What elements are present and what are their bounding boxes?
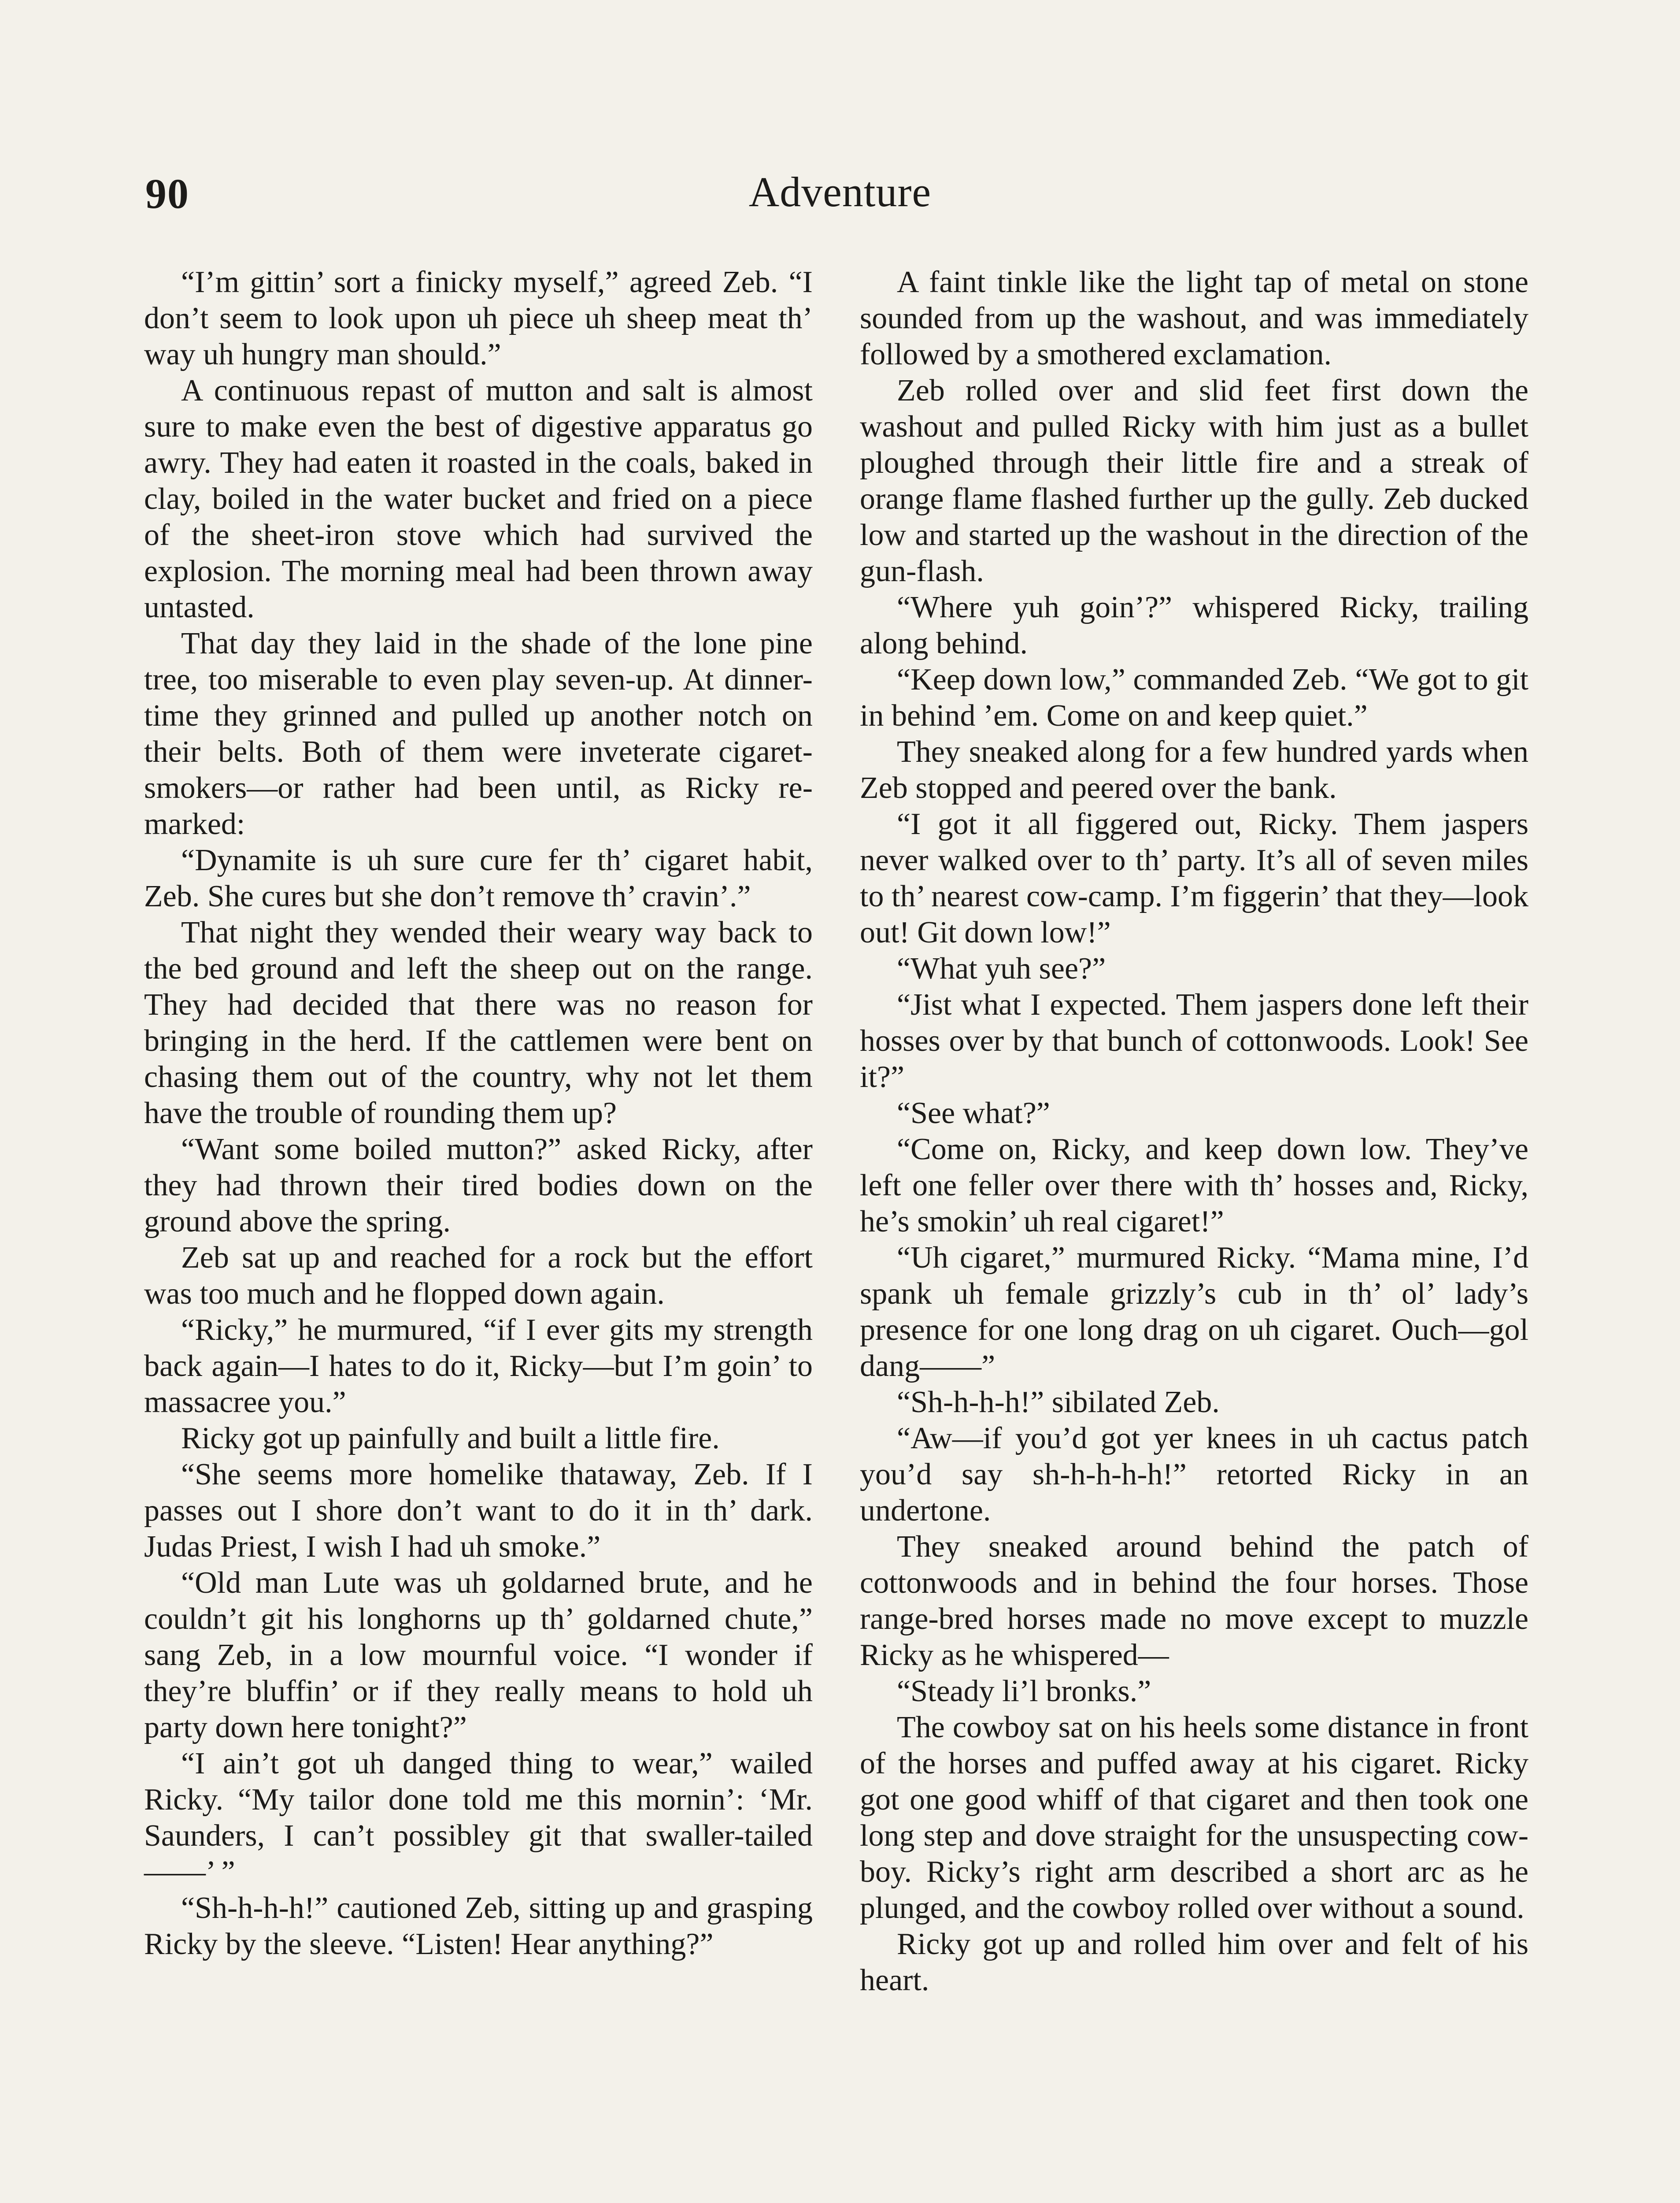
paragraph: “She seems more homelike thataway, Zeb. If I passes out I shore don’t want to do it in th’ dark. Judas Priest, I wish I had uh smoke.” — [144, 1458, 813, 1564]
right-column — [860, 264, 1528, 1999]
paragraph: “Steady li’l bronks.” — [897, 1674, 1151, 1708]
paragraph: “Want some boiled mutton?” asked Ricky, after they had thrown their tired bodies down on the ground above the spring. — [144, 1132, 813, 1239]
left-column — [144, 264, 813, 1962]
paragraph: “Jist what I expected. Them jaspers done left their hosses over by that bunch of cottonwoods. Look! See it?” — [860, 988, 1528, 1094]
paragraph: “Uh cigaret,” murmured Ricky. “Mama mine, I’d spank uh female grizzly’s cub in th’ ol’ lady’s presence for one long drag on uh cigaret. Ouch—gol dang——” — [860, 1241, 1528, 1383]
paragraph: The cowboy sat on his heels some distance in front of the horses and puffed away at his cigaret. Ricky got one good whiff of that cigaret and then took one long step and dove straight for the unsuspecting cowboy. Ricky’s right arm described a short arc as he plunged, and the cowboy rolled over without a sound. — [860, 1710, 1528, 1925]
page-number: 90 — [145, 170, 189, 217]
paragraph: “Aw—if you’d got yer knees in uh cactus patch you’d say sh-h-h-h-h!” retorted Ricky in an undertone. — [860, 1421, 1528, 1528]
paragraph: That night they wended their weary way back to the bed ground and left the sheep out on the range. They had decided that there was no reason for bringing in the herd. If the cattlemen were bent on chasing them out of the country, why not let them have the trouble of rounding them up? — [144, 916, 813, 1130]
paragraph: “I ain’t got uh danged thing to wear,” wailed Ricky. “My tailor done told me this mornin’: ‘Mr. Saunders, I can’t possibley git that swaller-tailed——’ ” — [144, 1747, 813, 1889]
paragraph: They sneaked around behind the patch of cottonwoods and in behind the four horses. Those range-bred horses made no move except to muzzle Ricky as he whispered— — [860, 1530, 1528, 1672]
paragraph: Zeb sat up and reached for a rock but the effort was too much and he flopped down again. — [144, 1241, 813, 1311]
paragraph: “Ricky,” he murmured, “if I ever gits my strength back again—I hates to do it, Ricky—but I’m goin’ to massacree you.” — [144, 1313, 813, 1419]
paragraph: “I’m gittin’ sort a finicky myself,” agreed Zeb. “I don’t seem to look upon uh piece uh sheep meat th’ way uh hungry man should.” — [144, 265, 813, 371]
paragraph: “Where yuh goin’?” whispered Ricky, trailing along behind. — [860, 590, 1528, 660]
paragraph: “Sh-h-h-h!” sibilated Zeb. — [897, 1385, 1220, 1419]
paragraph: That day they laid in the shade of the lone pine tree, too miserable to even play seven-up. At dinner-time they grinned and pulled up another notch on their belts. Both of them were inveterate cigaret-smokers—or rather had been until, as Ricky remarked: — [144, 627, 813, 841]
paragraph: They sneaked along for a few hundred yards when Zeb stopped and peered over the bank. — [860, 735, 1528, 805]
paragraph: “Come on, Ricky, and keep down low. They’ve left one feller over there with th’ hosses and, Ricky, he’s smokin’ uh real cigaret!” — [860, 1132, 1528, 1239]
paragraph: “I got it all figgered out, Ricky. Them jaspers never walked over to th’ party. It’s all of seven miles to th’ nearest cow-camp. I’m figgerin’ that they—look out! Git down low!” — [860, 807, 1528, 949]
paragraph: “Sh-h-h-h!” cautioned Zeb, sitting up and grasping Ricky by the sleeve. “Listen! Hear anything?” — [144, 1891, 813, 1961]
paragraph: “Old man Lute was uh goldarned brute, and he couldn’t git his longhorns up th’ goldarned chute,” sang Zeb, in a low mournful voice. “I wonder if they’re bluffin’ or if they really means to hold uh party down here tonight?” — [144, 1566, 813, 1744]
paragraph: Ricky got up painfully and built a little fire. — [181, 1421, 720, 1455]
paragraph: A faint tinkle like the light tap of metal on stone sounded from up the washout, and was immediately followed by a smothered exclamation. — [860, 265, 1528, 371]
magazine-title: Adventure — [748, 168, 932, 215]
paragraph: “Keep down low,” commanded Zeb. “We got to git in behind ’em. Come on and keep quiet.” — [860, 663, 1528, 733]
paragraph: A continuous repast of mutton and salt is almost sure to make even the best of digestive apparatus go awry. They had eaten it roasted in the coals, baked in clay, boiled in the water bucket and fried on a piece of the sheet-iron stove which had survived the explosion. The morning meal had been thrown away untasted. — [144, 374, 813, 624]
paragraph: “Dynamite is uh sure cure fer th’ cigaret habit, Zeb. She cures but she don’t remove th’ cravin’.” — [144, 843, 813, 913]
paragraph: “What yuh see?” — [897, 952, 1106, 986]
paragraph: Ricky got up and rolled him over and felt of his heart. — [860, 1927, 1528, 1997]
paragraph: Zeb rolled over and slid feet first down the washout and pulled Ricky with him just as a bullet ploughed through their little fire and a streak of orange flame flashed further up the gully. Zeb ducked low and started up the washout in the direction of the gun-flash. — [860, 374, 1528, 588]
paragraph: “See what?” — [897, 1096, 1050, 1130]
